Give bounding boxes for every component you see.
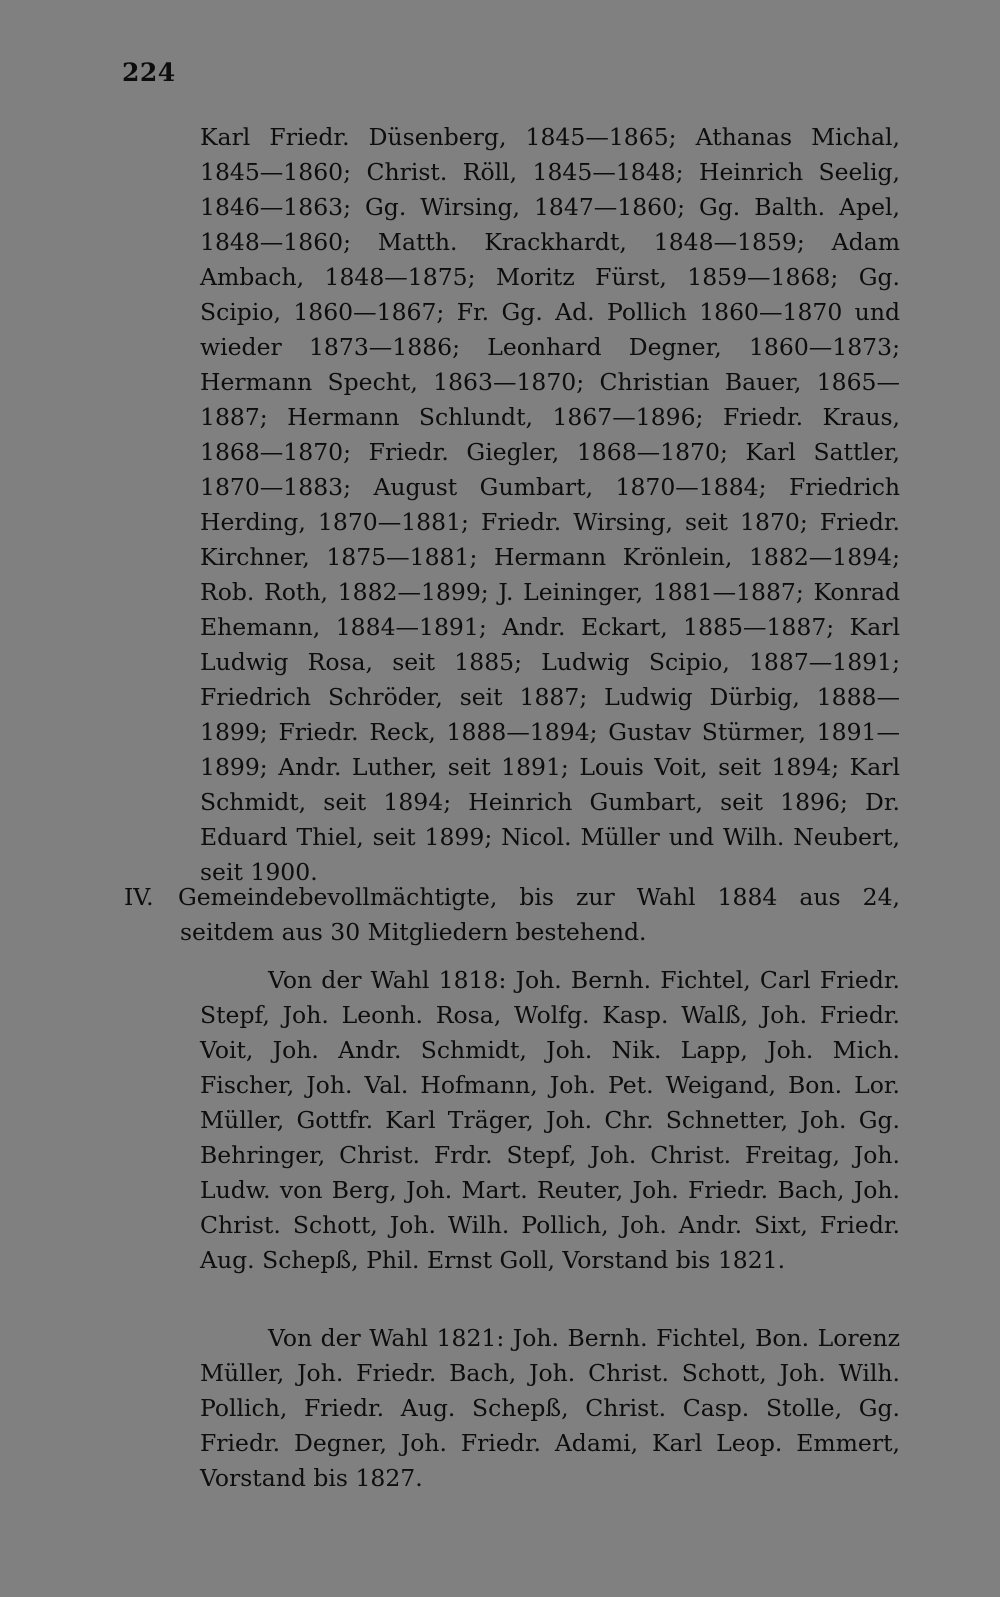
section-numeral: IV. bbox=[124, 883, 154, 911]
section-iv-heading bbox=[124, 880, 900, 950]
page-number: 224 bbox=[122, 58, 176, 87]
paragraph-election-1821: Von der Wahl 1821: Joh. Bernh. Fichtel, Bon. Lorenz Müller, Joh. Friedr. Bach, Joh. Christ. Schott, Joh. Wilh. Pollich, Friedr. Aug. Schepß, Christ. Casp. Stolle, Gg. Friedr. Degner, Joh. Friedr. Adami, Karl Leop. Emmert, Vorstand bis 1827. bbox=[200, 1324, 900, 1492]
paragraph-election-1818: Von der Wahl 1818: Joh. Bernh. Fichtel, Carl Friedr. Stepf, Joh. Leonh. Rosa, Wolfg. Kasp. Walß, Joh. Friedr. Voit, Joh. Andr. Schmidt, Joh. Nik. Lapp, Joh. Mich. Fischer, Joh. Val. Hofmann, Joh. Pet. Weigand, Bon. Lor. Müller, Gottfr. Karl Träger, Joh. Chr. Schnetter, Joh. Gg. Behringer, Christ. Frdr. Stepf, Joh. Christ. Freitag, Joh. Ludw. von Berg, Joh. Mart. Reuter, Joh. Friedr. Bach, Joh. Christ. Schott, Joh. Wilh. Pollich, Joh. Andr. Sixt, Friedr. Aug. Schepß, Phil. Ernst Goll, Vorstand bis 1821. bbox=[200, 966, 900, 1274]
paragraph-council-members: Karl Friedr. Düsenberg, 1845—1865; Athanas Michal, 1845—1860; Christ. Röll, 1845—1848; Heinrich Seelig, 1846—1863; Gg. Wirsing, 1847—1860; Gg. Balth. Apel, 1848—1860; Matth. Krackhardt, 1848—1859; Adam Ambach, 1848—1875; Moritz Fürst, 1859—1868; Gg. Scipio, 1860—1867; Fr. Gg. Ad. Pollich 1860—1870 und wieder 1873—1886; Leonhard Degner, 1860—1873; Hermann Specht, 1863—1870; Christian Bauer, 1865—1887; Hermann Schlundt, 1867—1896; Friedr. Kraus, 1868—1870; Friedr. Giegler, 1868—1870; Karl Sattler, 1870—1883; August Gumbart, 1870—1884; Friedrich Herding, 1870—1881; Friedr. Wirsing, seit 1870; Friedr. Kirchner, 1875—1881; Hermann Krönlein, 1882—1894; Rob. Roth, 1882—1899; J. Leininger, 1881—1887; Konrad Ehemann, 1884—1891; Andr. Eckart, 1885—1887; Karl Ludwig Rosa, seit 1885; Ludwig Scipio, 1887—1891; Friedrich Schröder, seit 1887; Ludwig Dürbig, 1888—1899; Friedr. Reck, 1888—1894; Gustav Stürmer, 1891—1899; Andr. Luther, seit 1891; Louis Voit, seit 1894; Karl Schmidt, seit 1894; Heinrich Gumbart, seit 1896; Dr. Eduard Thiel, seit 1899; Nicol. Müller und Wilh. Neubert, seit 1900. bbox=[200, 123, 900, 886]
section-iv-text: Gemeindebevollmächtigte, bis zur Wahl 1884 aus 24, seitdem aus 30 Mitgliedern bestehend. bbox=[178, 883, 900, 946]
